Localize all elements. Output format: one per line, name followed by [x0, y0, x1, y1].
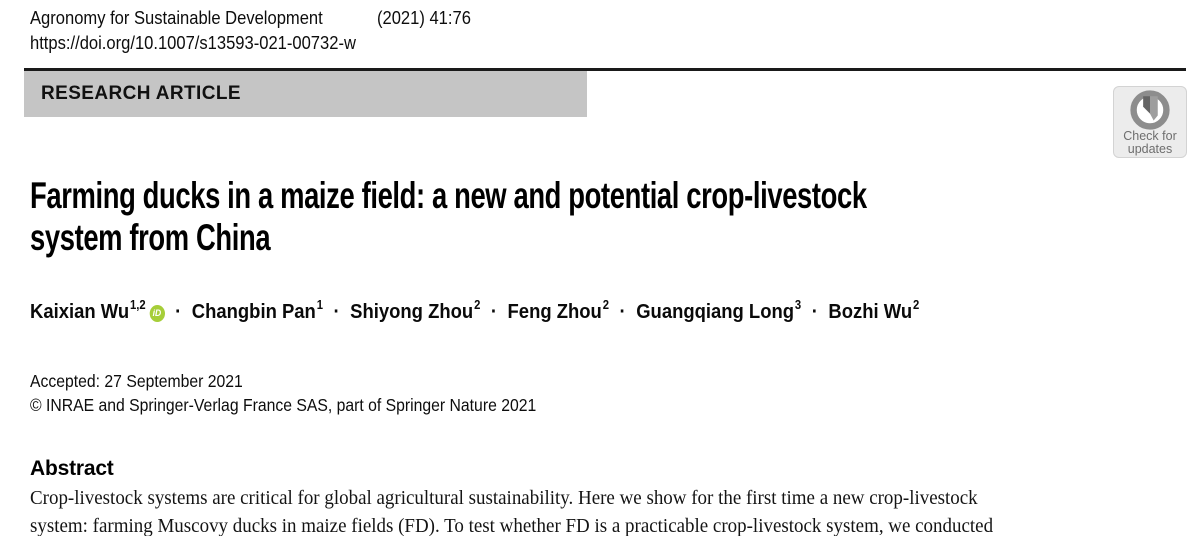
article-title-line2: system from China	[30, 217, 271, 258]
author-separator: ·	[175, 299, 182, 323]
author-separator: ·	[490, 299, 498, 323]
crossmark-icon	[1129, 89, 1171, 131]
author-separator: ·	[811, 299, 818, 323]
doi-link[interactable]: https://doi.org/10.1007/s13593-021-00732-w	[30, 33, 356, 53]
badge-line2: updates	[1127, 142, 1173, 156]
author-affiliation-sup: 2	[474, 298, 481, 312]
author-affiliation-sup: 1,2	[130, 298, 146, 312]
author-affiliation-sup: 1	[316, 298, 323, 312]
accepted-date: Accepted: 27 September 2021	[30, 371, 243, 391]
article-title-line1: Farming ducks in a maize field: a new and potential crop-livestock	[30, 175, 867, 216]
author-separator: ·	[333, 299, 340, 323]
author-name: Feng Zhou	[507, 299, 602, 323]
article-title	[30, 175, 867, 259]
author-affiliation-sup: 2	[912, 298, 920, 312]
author-name: Guangqiang Long	[636, 299, 795, 323]
abstract-heading: Abstract	[30, 457, 114, 480]
author-name: Changbin Pan	[191, 299, 316, 323]
article-type-label: RESEARCH ARTICLE	[41, 83, 241, 104]
orcid-icon[interactable]: iD	[149, 305, 164, 322]
author-affiliation-sup: 2	[602, 298, 609, 312]
authors-line	[30, 299, 919, 324]
author-affiliation-sup: 3	[794, 298, 802, 312]
author-separator: ·	[619, 299, 626, 323]
author-name: Shiyong Zhou	[350, 299, 474, 323]
badge-line1: Check for	[1123, 129, 1177, 143]
abstract-text-line2: system: farming Muscovy ducks in maize fields (FD). To test whether FD is a practicable crop-livestock system, we conducted	[30, 515, 994, 536]
abstract-text-line1: Crop-livestock systems are critical for global agricultural sustainability. Here we show for the first time a new crop-livestock	[30, 487, 978, 509]
journal-name: Agronomy for Sustainable Development	[30, 8, 323, 28]
badge-text	[1114, 130, 1186, 156]
copyright-line: © INRAE and Springer-Verlag France SAS, part of Springer Nature 2021	[30, 395, 537, 415]
citation-volume-page: (2021) 41:76	[377, 8, 471, 28]
article-type-bar	[24, 71, 587, 117]
check-for-updates-badge[interactable]	[1113, 86, 1187, 158]
author-name: Kaixian Wu	[30, 299, 130, 323]
author-name: Bozhi Wu	[828, 299, 913, 323]
